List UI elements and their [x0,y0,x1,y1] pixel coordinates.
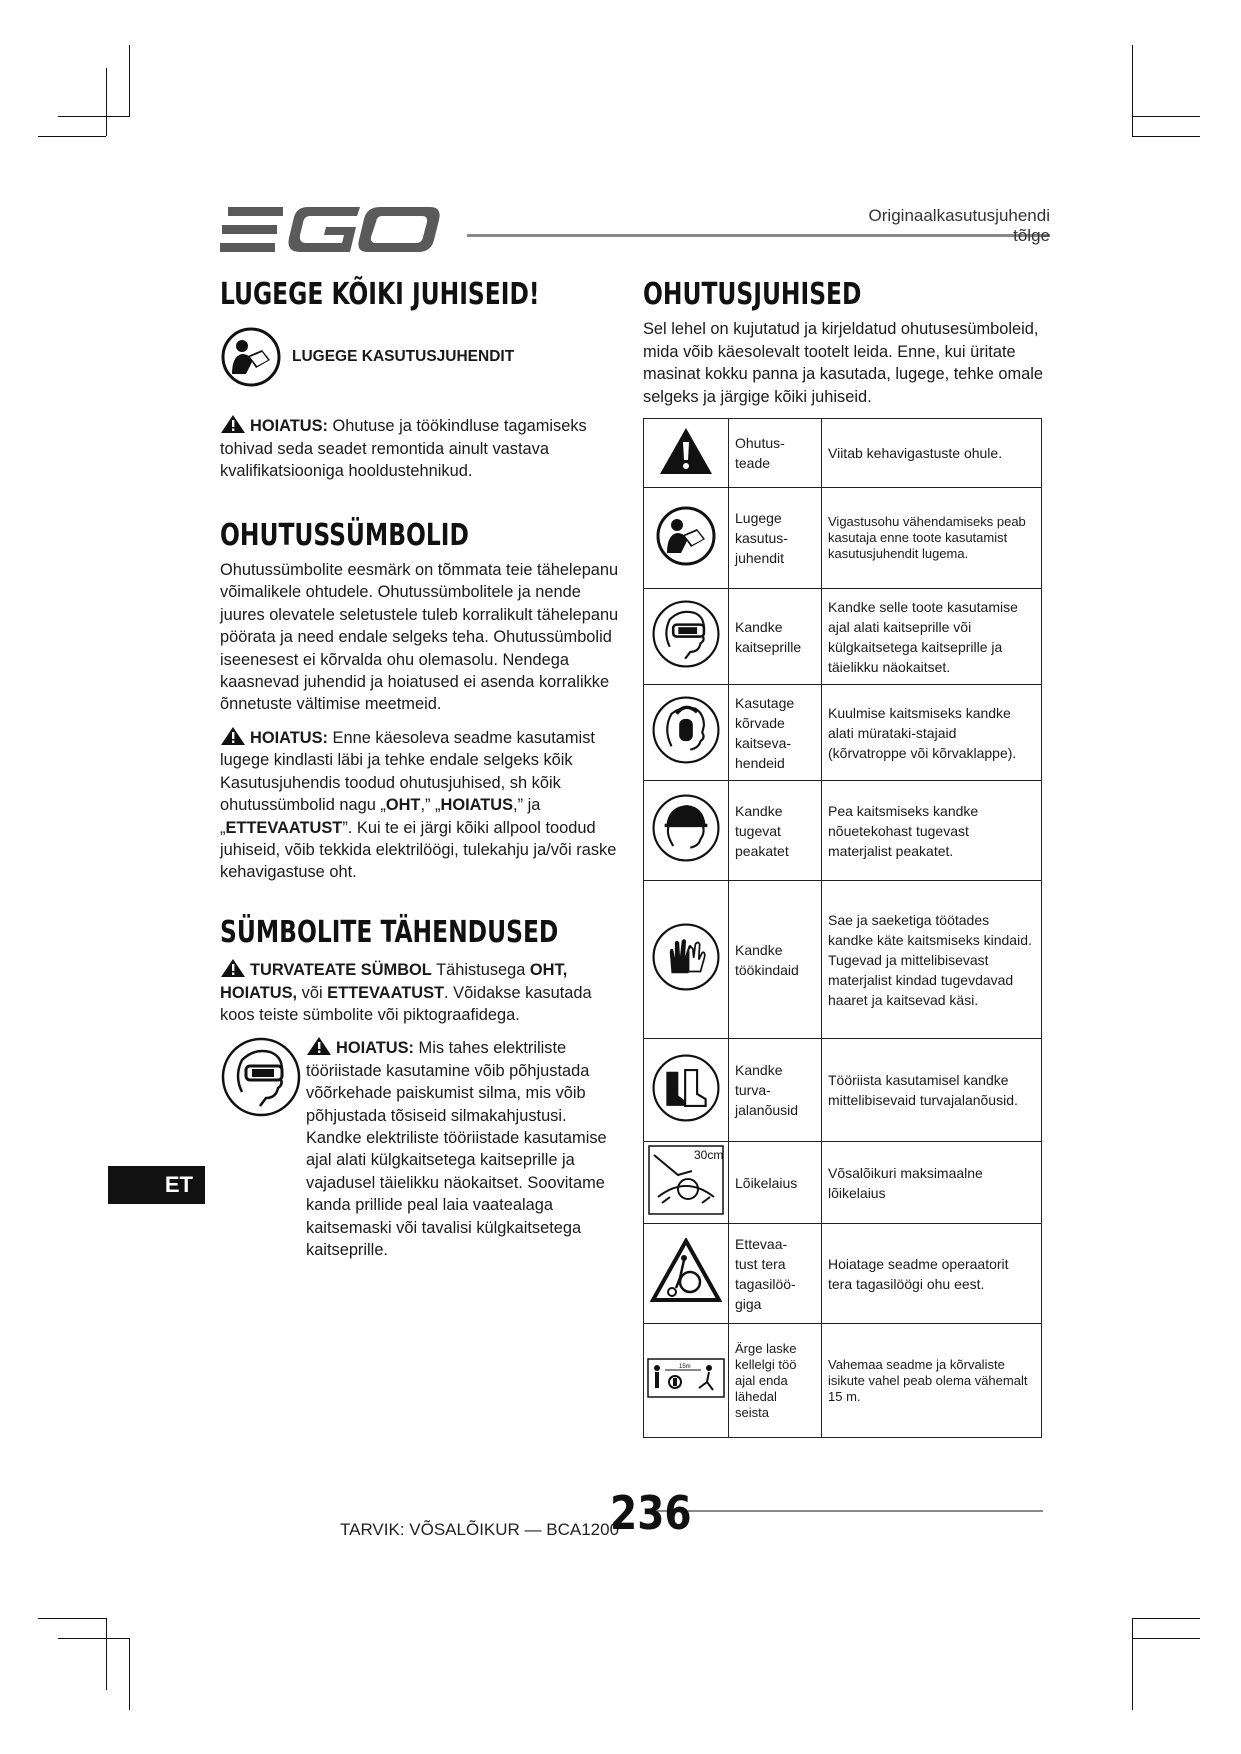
hard-hat-icon [651,793,721,863]
warning-eye-text: Mis tahes elektriliste tööriistade kasutamine võib põhjustada võõrkehade paiskumist silma, mis võib põhjustada tõsiseid silmakahjustusi. Kandke elektriliste tööriistade kasutamise ajal alati külgkaitsetega kaitseprille ja vajadusel täielikku näokaitset. Soovitame kanda prillide peal laia vaatealaga kaitsemaski või tavalisi külgkaitsetega kaitseprille. [306,1039,607,1259]
table-row [644,781,1042,881]
crop-mark [1132,45,1133,137]
warning-text: ,” ja „ [220,796,541,837]
heading-read-all: LUGEGE KÕIKI JUHISEID! [220,277,540,312]
table-row [644,1142,1042,1224]
table-cell-desc: Pea kaitsmiseks kandke nõuetekohast tugevast materjalist peakatet. [822,781,1042,881]
table-cell-icon [644,589,729,685]
table-row [644,1039,1042,1142]
cutting-width-label: 30cm [694,1148,724,1162]
keep-distance-icon [647,1358,725,1398]
warning-repair [220,414,620,482]
crop-mark [1132,136,1200,137]
warning-triangle-icon [220,414,246,434]
header-title: Originaalkasutusjuhendi tõlge [868,206,1050,245]
safety-goggles-icon [651,599,721,669]
safety-alert-icon [658,426,714,476]
right-column [643,277,1044,408]
table-cell-icon [644,1039,729,1142]
left-column [220,277,620,1261]
table-row [644,488,1042,589]
signal-word-warning: HOIATUS [440,796,514,815]
crop-mark [58,1638,130,1639]
table-cell-icon [644,419,729,488]
table-row [644,1224,1042,1324]
table-cell-icon [644,781,729,881]
read-manual-row [220,326,620,388]
table-cell-name: Kasutage kõrvade kaitseva- hendeid [729,685,822,781]
table-cell-desc: Võsalõikuri maksimaalne lõikelaius [822,1142,1042,1224]
table-row [644,881,1042,1039]
table-cell-name: Ärge laske kellelgi töö ajal enda lähedal seista [729,1324,822,1438]
table-cell-name: Kandke turva- jalanõusid [729,1039,822,1142]
crop-mark [1132,1618,1200,1619]
table-row [644,1324,1042,1438]
ego-logo [220,205,445,260]
footer-rule [655,1510,1043,1512]
table-row [644,589,1042,685]
warning-repair-text: Ohutuse ja töökindluse tagamiseks tohivad seda seadet remontida ainult vastava kvalifikatsiooniga hooldustehnikud. [220,417,587,481]
safety-symbols-text: Ohutussümbolite eesmärk on tõmmata teie tähelepanu võimalikele ohtudele. Ohutussümbolitele ja nende juures olevatele seletustele tuleb korralikult tähelepanu pöörata ja need endale selgeks teha. Ohutussümbolid iseenesest ei kõrvalda ohu olemasolu. Nendega kaasnevad juhendid ja hoiatused ei asenda korralikke õnnetuste vältimise meetmeid. [220,561,619,714]
read-manual-icon [220,326,282,388]
table-cell-name: Kandke tugevat peakatet [729,781,822,881]
eye-warning-block [220,1036,620,1261]
crop-mark [129,1638,130,1710]
warning-triangle-icon [306,1036,332,1056]
safety-boots-icon [651,1053,721,1123]
safety-alert-text: Tähistusega [431,961,530,980]
table-cell-desc: Vahemaa seadme ja kõrvaliste isikute vahel peab olema vähemalt 15 m. [822,1324,1042,1438]
crop-mark [106,68,107,136]
crop-mark [1132,1638,1200,1639]
signal-words: OHT, HOIATUS, [220,961,568,1002]
signal-word-danger: OHT [385,796,421,815]
table-cell-name: Lõikelaius [729,1142,822,1224]
warning-text: Enne käesoleva seadme kasutamist lugege kindlasti läbi ja tehke endale selgeks kõik Kasutusjuhendis toodud ohutusjuhised, sh kõik ohutussümbolid nagu „ [220,728,595,815]
page-number: 236 [610,1486,692,1540]
safety-goggles-icon [220,1036,302,1118]
table-cell-icon [644,488,729,589]
crop-mark [106,1618,107,1690]
warning-label: HOIATUS: [336,1039,414,1058]
heading-safety-instructions: OHUTUSJUHISED [643,277,862,312]
read-manual-icon [655,505,717,567]
warning-eye-protection [306,1036,620,1261]
table-cell-desc: Vigastusohu vähendamiseks peab kasutaja enne toote kasutamist kasutusjuhendit lugema. [822,488,1042,589]
table-cell-name: Kandke töökindaid [729,881,822,1039]
read-manual-label: LUGEGE KASUTUSJUHENDIT [292,348,515,366]
gloves-icon [651,922,721,992]
crop-mark [38,136,106,137]
signal-word-caution: ETTEVAATUST [225,818,343,837]
warning-read-instructions [220,726,620,884]
table-cell-desc: Tööriista kasutamisel kandke mittelibisevaid turvajalanõusid. [822,1039,1042,1142]
heading-safety-symbols: OHUTUSSÜMBOLID [220,518,469,553]
signal-word-caution: ETTEVAATUST [327,983,445,1002]
table-cell-icon [644,1142,729,1224]
warning-triangle-icon [220,726,246,746]
warning-label: HOIATUS: [250,728,328,747]
table-cell-desc: Sae ja saeketiga töötades kandke käte kaitsmiseks kindaid. Tugevad ja mittelibisevast materjalist kindad tugevdavad haaret ja kaitsevad käsi. [822,881,1042,1039]
table-row [644,419,1042,488]
table-cell-icon [644,881,729,1039]
heading-symbol-meanings: SÜMBOLITE TÄHENDUSED [220,915,559,950]
blade-thrust-icon [650,1238,722,1304]
crop-mark [58,116,130,117]
warning-text: ,” „ [420,796,441,815]
table-cell-name: Ettevaa- tust tera tagasilöö- giga [729,1224,822,1324]
table-cell-icon [644,1324,729,1438]
safety-alert-symbol-text [220,958,620,1026]
table-cell-name: Kandke kaitseprille [729,589,822,685]
table-cell-desc: Viitab kehavigastuste ohule. [822,419,1042,488]
cutting-width-icon [648,1145,724,1215]
table-cell-icon [644,685,729,781]
table-cell-desc: Kandke selle toote kasutamise ajal alati kaitseprille või külgkaitsetega kaitseprille ja täielikku näokaitset. [822,589,1042,685]
table-cell-icon [644,1224,729,1324]
warning-triangle-icon [220,958,246,978]
crop-mark [129,45,130,117]
crop-mark [1132,1618,1133,1710]
hearing-protection-icon [651,695,721,765]
crop-mark [38,1618,106,1619]
safety-alert-text: või [297,983,328,1002]
crop-mark [1132,116,1200,117]
safety-alert-text: . Võidakse kasutada koos teiste sümbolite või piktograafidega. [220,983,592,1024]
logo-text: EGO [220,205,223,206]
table-row [644,685,1042,781]
table-cell-desc: Kuulmise kaitsmiseks kandke alati mürataki-stajaid (kõrvatroppe või kõrvaklappe). [822,685,1042,781]
table-cell-desc: Hoiatage seadme operaatorit tera tagasilöögi ohu eest. [822,1224,1042,1324]
table-cell-name: Lugege kasutus- juhendit [729,488,822,589]
distance-label: 15m [679,1364,691,1370]
footer-product: TARVIK: VÕSALÕIKUR — BCA1200 [340,1520,620,1539]
warning-label: HOIATUS: [250,417,328,436]
table-cell-name: Ohutus- teade [729,419,822,488]
safety-alert-label: TURVATEATE SÜMBOL [250,961,432,980]
safety-intro-text: Sel lehel on kujutatud ja kirjeldatud ohutusesümboleid, mida võib käesolevalt tootelt leida. Enne, kui üritate masinat kokku panna ja kasutada, lugege, tehke omale selgeks ja järgige kõiki juhiseid. [643,320,1044,406]
language-tab: ET [108,1166,205,1204]
warning-text: ”. Kui te ei järgi kõiki allpool toodud juhiseid, võib tekkida elektrilöögi, tulekahju ja/või raske kehavigastuse oht. [220,818,617,882]
symbol-table [643,418,1042,1438]
